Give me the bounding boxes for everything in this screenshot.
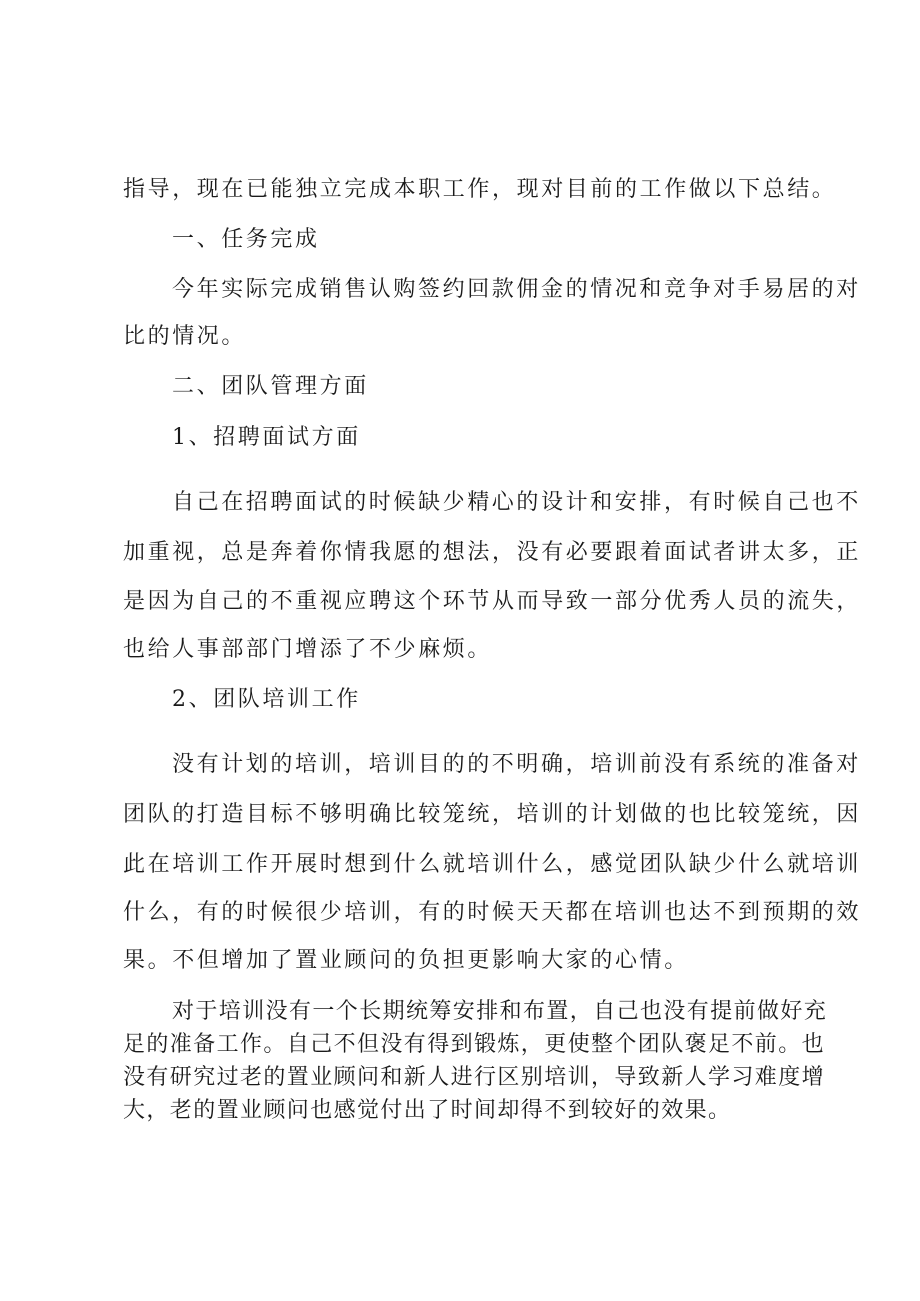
section-1-paragraph-line: 比的情况。 [123,324,247,349]
section-1-paragraph-line: 今年实际完成销售认购签约回款佣金的情况和竞争对手易居的对 [172,277,861,302]
subsection-2-paragraph-line: 团队的打造目标不够明确比较笼统，培训的计划做的也比较笼统，因 [123,802,862,827]
subsection-1-heading: 1、招聘面试方面 [172,425,361,450]
subsection-1-paragraph-line: 自己在招聘面试的时候缺少精心的设计和安排，有时候自己也不 [172,490,861,515]
subsection-2-paragraph-2-line: 没有研究过老的置业顾问和新人进行区别培训，导致新人学习难度增 [123,1065,826,1090]
section-1-heading: 一、任务完成 [172,227,320,252]
subsection-1-paragraph-line: 是因为自己的不重视应聘这个环节从而导致一部分优秀人员的流失， [123,589,862,614]
section-2-heading: 二、团队管理方面 [172,374,369,399]
subsection-1-paragraph-line: 加重视，总是奔着你情我愿的想法，没有必要跟着面试者讲太多，正 [123,540,862,565]
subsection-2-paragraph-2-line: 大，老的置业顾问也感觉付出了时间却得不到较好的效果。 [123,1098,732,1123]
intro-tail-line: 指导，现在已能独立完成本职工作，现对目前的工作做以下总结。 [123,177,837,202]
subsection-1-paragraph-line: 也给人事部部门增添了不少麻烦。 [123,637,493,662]
subsection-2-paragraph-line: 什么，有的时候很少培训，有的时候天天都在培训也达不到预期的效 [123,900,862,925]
subsection-2-paragraph-line: 果。不但增加了置业顾问的负担更影响大家的心情。 [123,948,689,973]
subsection-2-paragraph-line: 此在培训工作开展时想到什么就培训什么，感觉团队缺少什么就培训 [123,852,862,877]
subsection-2-paragraph-2-line: 足的准备工作。自己不但没有得到锻炼，更使整个团队褒足不前。也 [123,1032,826,1057]
subsection-2-heading: 2、团队培训工作 [172,687,361,712]
subsection-2-paragraph-2-line: 对于培训没有一个长期统筹安排和布置，自己也没有提前做好充 [172,999,828,1024]
subsection-2-paragraph-line: 没有计划的培训，培训目的的不明确，培训前没有系统的准备对 [172,752,861,777]
